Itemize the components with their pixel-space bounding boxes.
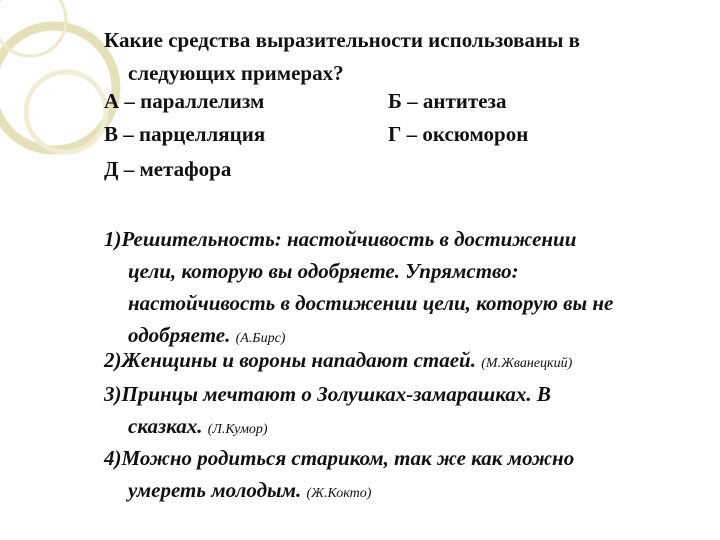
- example-2-line-1: 2)Женщины и вороны нападают стаей.: [104, 348, 476, 372]
- example-3: [104, 378, 704, 446]
- example-1-author: (А.Бирс): [235, 331, 286, 346]
- option-a: А – параллелизм: [104, 89, 265, 113]
- example-1-line-1: 1)Решительность: настойчивость в достижении: [104, 227, 577, 251]
- example-4-line-1: 4)Можно родиться стариком, так же как можно: [104, 446, 575, 470]
- example-2-author: (М.Жванецкий): [481, 356, 573, 371]
- question: [104, 24, 694, 90]
- example-4-author: (Ж.Кокто): [306, 486, 372, 501]
- option-b: Б – антитеза: [388, 89, 507, 113]
- question-line-2: следующих примерах?: [128, 61, 344, 85]
- example-3-line-1: 3)Принцы мечтают о Золушках-замарашках. В: [104, 382, 551, 406]
- example-3-author: (Л.Кумор): [207, 422, 268, 437]
- option-d: Д – метафора: [104, 157, 232, 181]
- option-g: Г – оксюморон: [388, 122, 529, 146]
- example-1-line-3: настойчивость в достижении цели, которую вы не: [128, 291, 614, 315]
- example-2: [104, 344, 704, 380]
- question-line-1: Какие средства выразительности использованы в: [104, 28, 581, 52]
- example-1-line-2: цели, которую вы одобряете. Упрямство:: [128, 259, 519, 283]
- example-1: [104, 223, 704, 355]
- example-4: [104, 442, 704, 510]
- example-1-line-4: одобряете.: [128, 323, 231, 347]
- option-v: В – парцелляция: [104, 122, 266, 146]
- example-4-line-2: умереть молодым.: [128, 478, 302, 502]
- example-3-line-2: сказках.: [128, 414, 203, 438]
